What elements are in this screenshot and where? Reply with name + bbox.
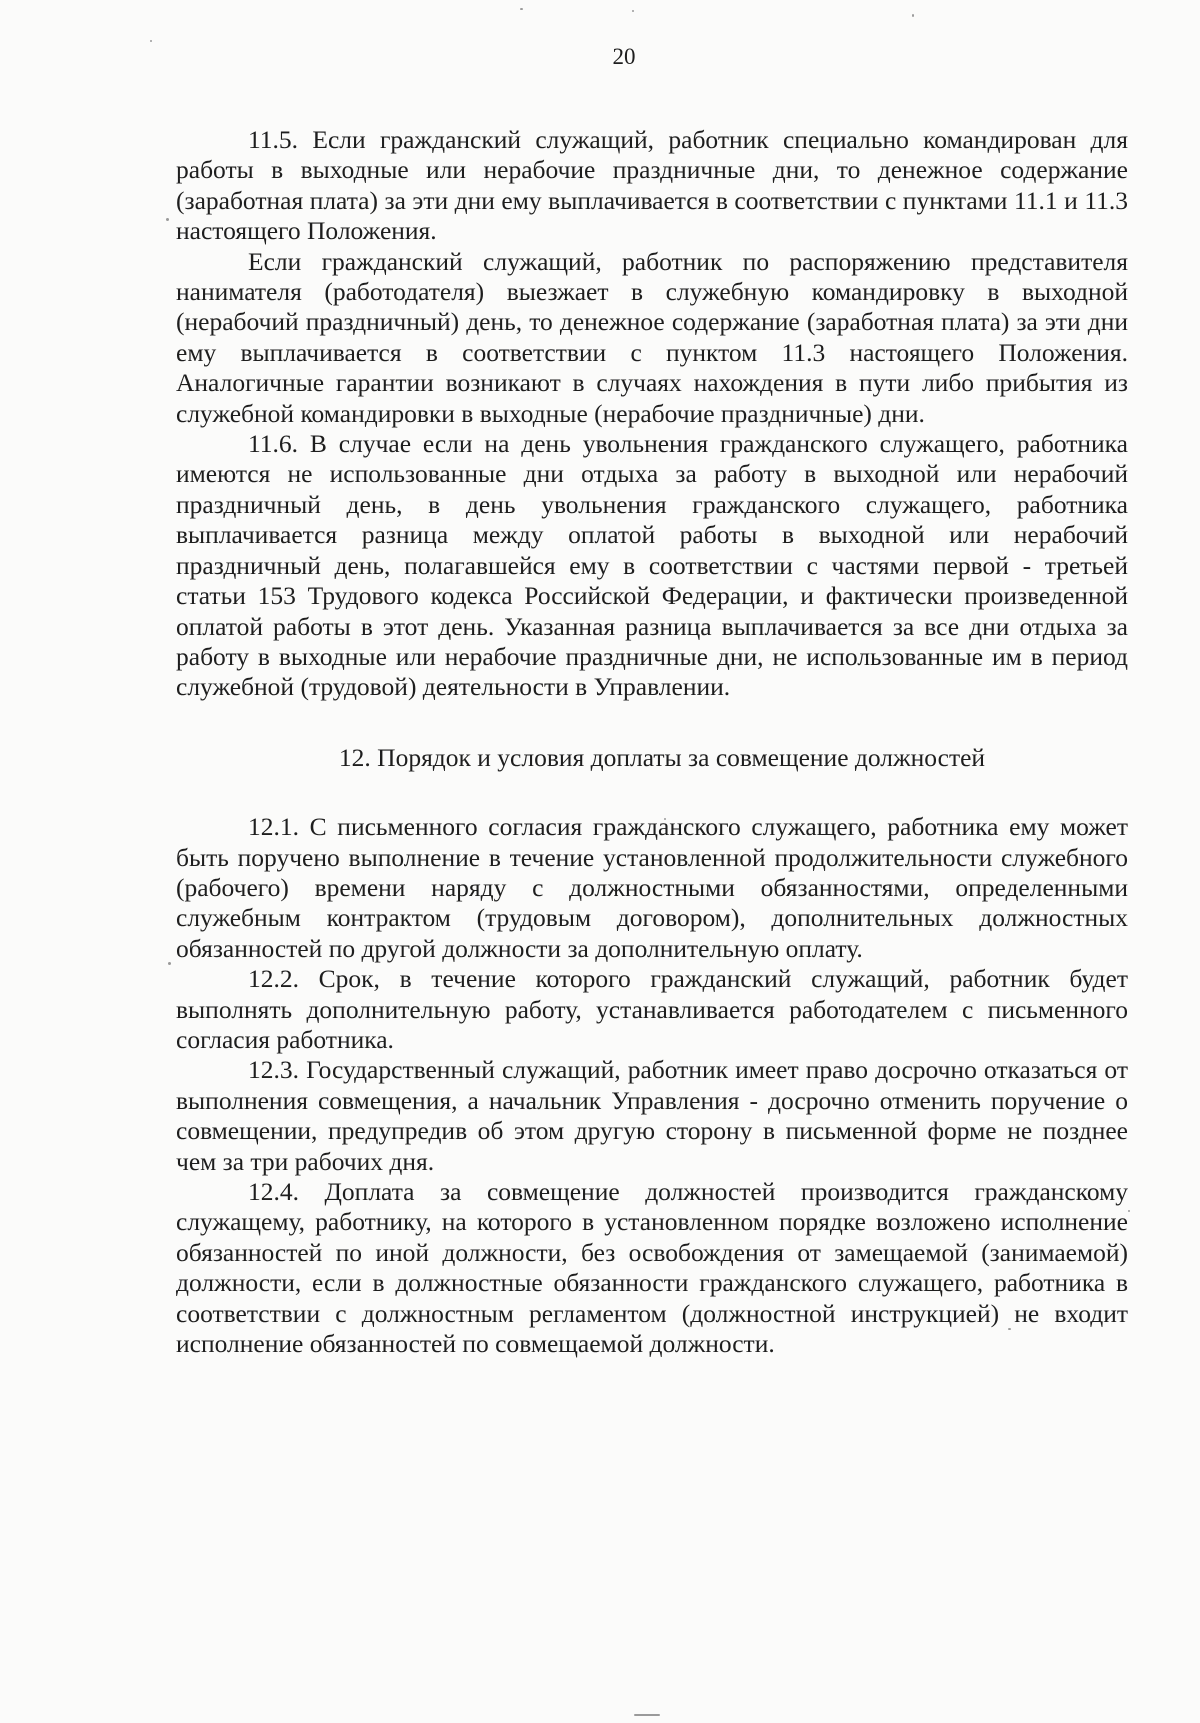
- paragraph-12-2: 12.2. Срок, в течение которого гражданский служащий, работник будет выполнять дополнительную работу, устанавливается работодателем с письменного согласия работника.: [176, 964, 1128, 1054]
- paragraph-11-6: 11.6. В случае если на день увольнения гражданского служащего, работника имеются не использованные дни отдыха за работу в выходной или нерабочий праздничный день, в день увольнения гражданского служащего, работника выплачивается разница между оплатой работы в выходной или нерабочий праздничный день, полагавшейся ему в соответствии с частями первой - третьей статьи 153 Трудового кодекса Российской Федерации, и фактически произведенной оплатой работы в этот день. Указанная разница выплачивается за все дни отдыха за работу в выходные или нерабочие праздничные дни, не использованные им в период служебной (трудовой) деятельности в Управлении.: [176, 429, 1128, 702]
- paragraph-12-1: 12.1. С письменного согласия гражданского служащего, работника ему может быть поручено выполнение в течение установленной продолжительности служебного (рабочего) времени наряду с должностными обязанностями, определенными служебным контрактом (трудовым договором), дополнительных должностных обязанностей по другой должности за дополнительную оплату.: [176, 812, 1128, 963]
- section-heading: 12. Порядок и условия доплаты за совмещение должностей: [338, 742, 986, 772]
- document-body: [176, 125, 1128, 1359]
- paragraph-11-5: 11.5. Если гражданский служащий, работник специально командирован для работы в выходные или нерабочие праздничные дни, то денежное содержание (заработная плата) за эти дни ему выплачивается в соответствии с пунктами 11.1 и 11.3 настоящего Положения.: [176, 125, 1128, 246]
- page-number: 20: [612, 44, 636, 69]
- paragraph-11-5-continued: Если гражданский служащий, работник по распоряжению представителя нанимателя (работодателя) выезжает в служебную командировку в выходной (нерабочий праздничный) день, то денежное содержание (заработная плата) за эти дни ему выплачивается в соответствии с пунктом 11.3 настоящего Положения. Аналогичные гарантии возникают в случаях нахождения в пути либо прибытия из служебной командировки в выходные (нерабочие праздничные) дни.: [176, 246, 1128, 428]
- paragraph-12-4: 12.4. Доплата за совмещение должностей производится гражданскому служащему, работнику, на которого в установленном порядке возложено исполнение обязанностей по иной должности, без освобождения от замещаемой (занимаемой) должности, если в должностные обязанности гражданского служащего, работника в соответствии с должностным регламентом (должностной инструкцией) не входит исполнение обязанностей по совмещаемой должности.: [176, 1177, 1128, 1359]
- paragraph-12-3: 12.3. Государственный служащий, работник имеет право досрочно отказаться от выполнения совмещения, а начальник Управления - досрочно отменить поручение о совмещении, предупредив об этом другую сторону в письменной форме не позднее чем за три рабочих дня.: [176, 1055, 1128, 1176]
